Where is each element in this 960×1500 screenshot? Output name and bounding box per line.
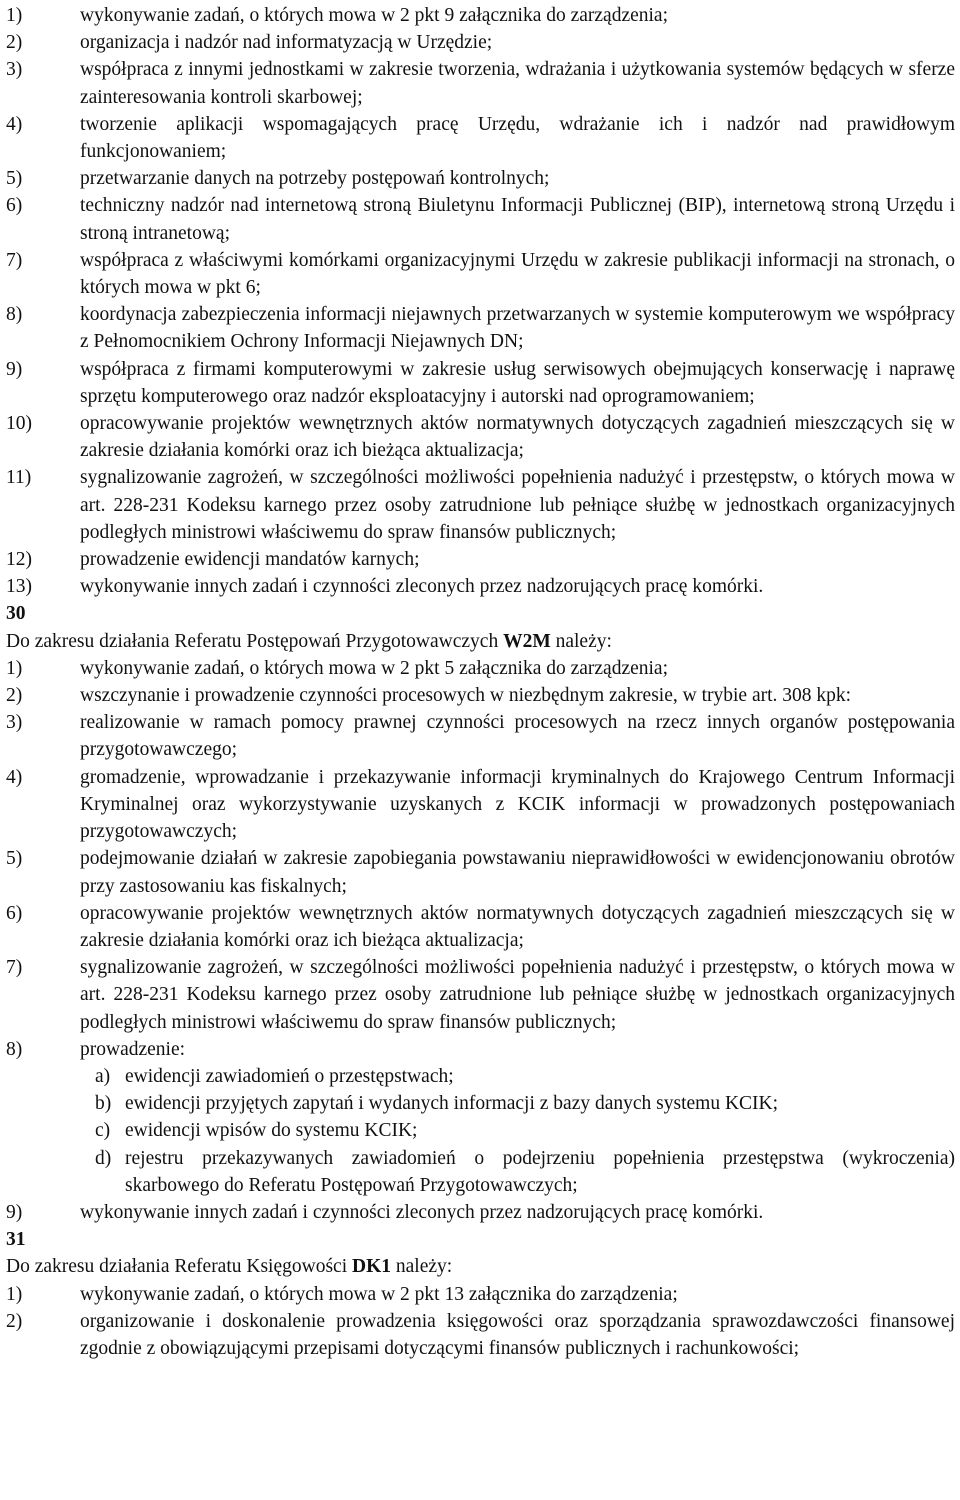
- item-number: 1): [6, 657, 23, 679]
- item-text: podejmowanie działań w zakresie zapobiegania powstawaniu nieprawidłowości w ewidencjonowaniu obrotów przy zastosowaniu kas fiskalnych;: [80, 848, 955, 897]
- item-text: techniczny nadzór nad internetową stroną Biuletynu Informacji Publicznej (BIP), internetową stroną Urzędu i stroną intranetową;: [80, 195, 955, 244]
- unit-code: DK1: [352, 1256, 391, 1278]
- item-text: współpraca z innymi jednostkami w zakresie tworzenia, wdrażania i użytkowania systemów będących w sferze zainteresowania kontroli skarbowej;: [80, 59, 955, 108]
- item-number: 6): [6, 902, 23, 924]
- section-intro-31: [6, 1253, 955, 1280]
- sub-item-letter: a): [95, 1065, 111, 1087]
- item-text: organizowanie i doskonalenie prowadzenia księgowości oraz sporządzania sprawozdawczości finansowej zgodnie z obowiązującymi przepisami dotyczącymi finansów publicznych i rachunkowości;: [80, 1310, 955, 1359]
- item-text: wykonywanie innych zadań i czynności zleconych przez nadzorujących pracę komórki.: [80, 1201, 764, 1223]
- section-heading-30: 30: [6, 603, 26, 625]
- item-number: 2): [6, 32, 23, 54]
- item-text: prowadzenie:: [80, 1038, 186, 1060]
- item-text: opracowywanie projektów wewnętrznych aktów normatywnych dotyczących zagadnień mieszczących się w zakresie działania komórki oraz ich bieżąca aktualizacja;: [80, 413, 955, 462]
- item-number: 3): [6, 712, 23, 734]
- list-item: [6, 546, 955, 573]
- sub-item-text: ewidencji zawiadomień o przestępstwach;: [125, 1065, 454, 1087]
- item-text: wykonywanie innych zadań i czynności zleconych przez nadzorujących pracę komórki.: [80, 576, 764, 598]
- item-number: 12): [6, 549, 32, 571]
- sub-item-letter: b): [95, 1093, 112, 1115]
- sub-item-text: ewidencji przyjętych zapytań i wydanych informacji z bazy danych systemu KCIK;: [125, 1093, 779, 1115]
- list-item: [6, 845, 955, 899]
- sub-item-letter: d): [95, 1147, 112, 1169]
- intro-text: należy:: [550, 630, 612, 652]
- item-number: 4): [6, 113, 23, 135]
- list-item: [6, 1036, 955, 1063]
- item-number: 1): [6, 1283, 23, 1305]
- item-number: 6): [6, 195, 23, 217]
- item-text: wykonywanie zadań, o których mowa w 2 pkt 13 załącznika do zarządzenia;: [80, 1283, 678, 1305]
- item-number: 3): [6, 59, 23, 81]
- item-number: 8): [6, 1038, 23, 1060]
- intro-text: Do zakresu działania Referatu Księgowości: [6, 1256, 352, 1278]
- sub-list-item: [6, 1063, 955, 1090]
- list-item: [6, 464, 955, 546]
- list-item: [6, 1281, 955, 1308]
- item-text: gromadzenie, wprowadzanie i przekazywanie informacji kryminalnych do Krajowego Centrum Informacji Kryminalnej oraz wykorzystywanie uzyskanych z KCIK informacji w prowadzonych postępowaniach przygotowawczych;: [80, 766, 955, 843]
- list-item: [6, 356, 955, 410]
- list-item: [6, 410, 955, 464]
- list-item: [6, 29, 955, 56]
- item-text: prowadzenie ewidencji mandatów karnych;: [80, 549, 420, 571]
- item-text: współpraca z firmami komputerowymi w zakresie usług serwisowych obejmujących konserwację i naprawę sprzętu komputerowego oraz nadzór eksploatacyjny i autorski nad oprogramowaniem;: [80, 358, 955, 407]
- list-item: [6, 1308, 955, 1362]
- section-intro-30: [6, 628, 955, 655]
- sub-list-item: [6, 1117, 955, 1144]
- list-item: [6, 573, 955, 600]
- list-sec31: [6, 1281, 955, 1363]
- item-text: tworzenie aplikacji wspomagających pracę Urzędu, wdrażanie ich i nadzór nad prawidłowym funkcjonowaniem;: [80, 113, 955, 163]
- section-heading-31: 31: [6, 1229, 26, 1251]
- item-text: sygnalizowanie zagrożeń, w szczególności możliwości popełnienia nadużyć i przestępstw, o których mowa w art. 228-231 Kodeksu karnego przez osoby zatrudnione lub pełniące służbę w jednostkach organizacyjnych podległych ministrowi właściwemu do spraw finansów publicznych;: [80, 957, 955, 1033]
- list-a: [6, 2, 955, 600]
- item-number: 7): [6, 249, 23, 271]
- item-number: 1): [6, 5, 23, 26]
- sub-item-letter: c): [95, 1120, 111, 1142]
- item-number: 5): [6, 848, 23, 870]
- list-item: [6, 655, 955, 682]
- item-text: przetwarzanie danych na potrzeby postępowań kontrolnych;: [80, 168, 550, 190]
- unit-code: W2M: [503, 630, 551, 652]
- list-item: [6, 111, 955, 165]
- item-number: 9): [6, 358, 23, 380]
- list-item: [6, 1199, 955, 1226]
- item-number: 4): [6, 766, 23, 788]
- list-item: [6, 247, 955, 301]
- item-text: opracowywanie projektów wewnętrznych aktów normatywnych dotyczących zagadnień mieszczących się w zakresie działania komórki oraz ich bieżąca aktualizacja;: [80, 902, 955, 951]
- item-text: wszczynanie i prowadzenie czynności procesowych w niezbędnym zakresie, w trybie art. 308 kpk:: [80, 685, 852, 707]
- list-item: [6, 764, 955, 846]
- item-number: 10): [6, 413, 32, 435]
- item-number: 8): [6, 304, 23, 326]
- item-text: koordynacja zabezpieczenia informacji niejawnych przetwarzanych w systemie komputerowym we współpracy z Pełnomocnikiem Ochrony Informacji Niejawnych DN;: [80, 304, 955, 353]
- list-item: [6, 709, 955, 763]
- item-text: wykonywanie zadań, o których mowa w 2 pkt 9 załącznika do zarządzenia;: [80, 5, 669, 26]
- list-item: [6, 2, 955, 29]
- item-number: 5): [6, 168, 23, 190]
- sub-list-item: [6, 1090, 955, 1117]
- item-number: 2): [6, 685, 23, 707]
- list-item: [6, 165, 955, 192]
- sub-list-item: [6, 1145, 955, 1199]
- item-text: organizacja i nadzór nad informatyzacją w Urzędzie;: [80, 32, 493, 54]
- item-number: 9): [6, 1201, 23, 1223]
- sub-item-text: ewidencji wpisów do systemu KCIK;: [125, 1120, 418, 1142]
- item-text: współpraca z właściwymi komórkami organizacyjnymi Urzędu w zakresie publikacji informacji na stronach, o których mowa w pkt 6;: [80, 249, 955, 299]
- item-number: 7): [6, 957, 23, 979]
- item-text: sygnalizowanie zagrożeń, w szczególności możliwości popełnienia nadużyć i przestępstw, o których mowa w art. 228-231 Kodeksu karnego przez osoby zatrudnione lub pełniące służbę w jednostkach organizacyjnych podległych ministrowi właściwemu do spraw finansów publicznych;: [80, 467, 955, 543]
- list-item: [6, 301, 955, 355]
- list-item: [6, 192, 955, 246]
- list-item: [6, 900, 955, 954]
- intro-text: należy:: [391, 1256, 453, 1278]
- item-number: 2): [6, 1310, 23, 1332]
- list-item: [6, 954, 955, 1036]
- list-item: [6, 56, 955, 110]
- sub-item-text: rejestru przekazywanych zawiadomień o podejrzeniu popełnienia przestępstwa (wykroczenia) skarbowego do Referatu Postępowań Przygotowawczych;: [125, 1147, 955, 1196]
- list-sec30: [6, 655, 955, 1226]
- item-number: 11): [6, 467, 32, 489]
- item-text: wykonywanie zadań, o których mowa w 2 pkt 5 załącznika do zarządzenia;: [80, 657, 669, 679]
- item-text: realizowanie w ramach pomocy prawnej czynności procesowych na rzecz innych organów postępowania przygotowawczego;: [80, 712, 955, 761]
- item-number: 13): [6, 576, 32, 598]
- intro-text: Do zakresu działania Referatu Postępowań Przygotowawczych: [6, 630, 504, 652]
- list-item: [6, 682, 955, 709]
